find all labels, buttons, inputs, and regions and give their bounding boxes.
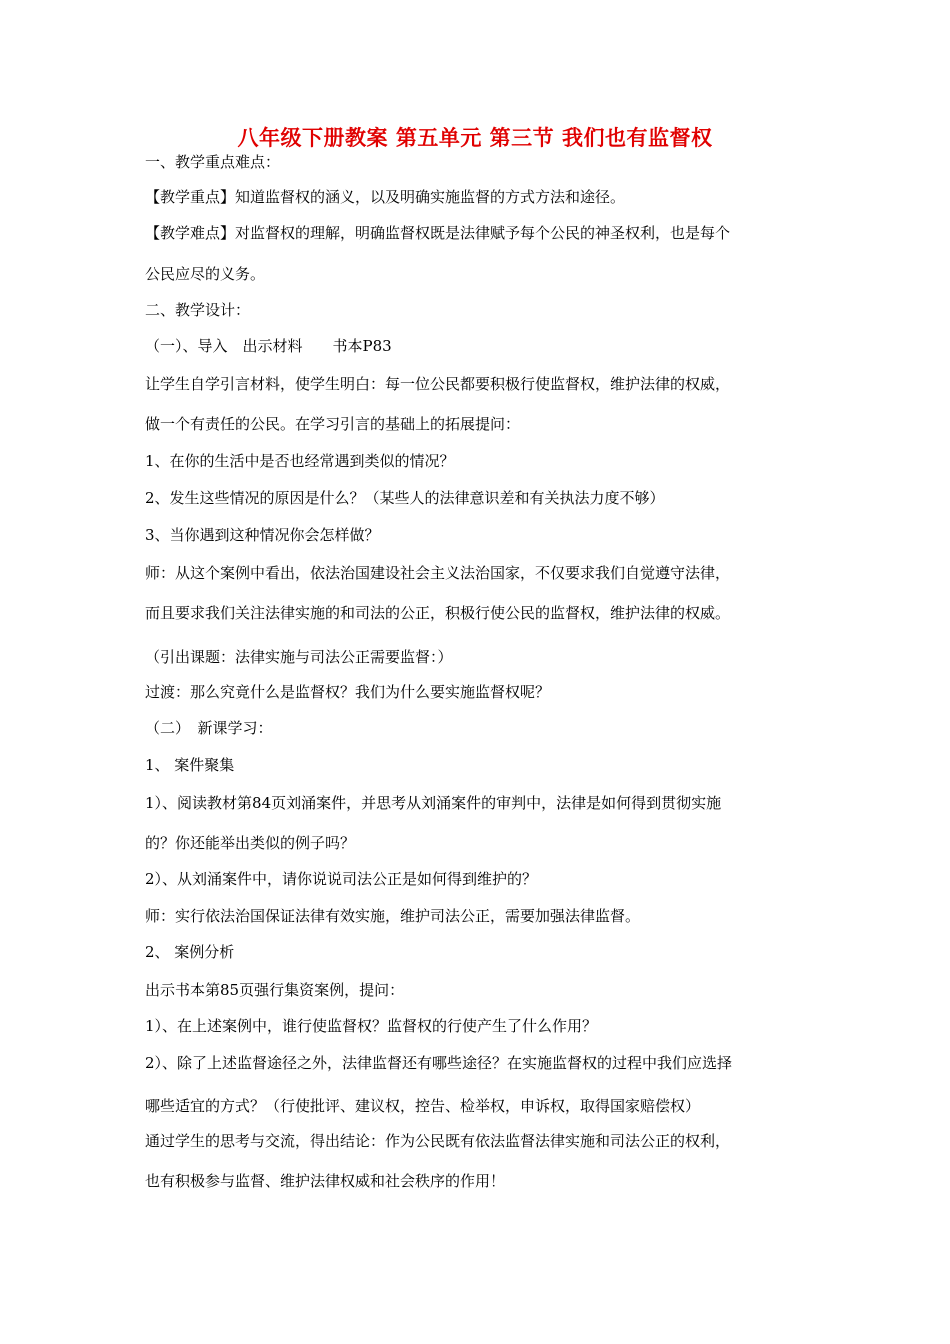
teaching-difficulty-cont: 公民应尽的义务。 [145, 265, 266, 283]
teacher-remark: 师：从这个案例中看出，依法治国建设社会主义法治国家，不仅要求我们自觉遵守法律， [145, 564, 731, 582]
paragraph-line: 让学生自学引言材料，使学生明白：每一位公民都要积极行使监督权，维护法律的权威， [145, 375, 731, 393]
question-3: 3、当你遇到这种情况你会怎样做？ [145, 526, 380, 544]
item-case-analysis: 2、 案例分析 [145, 943, 235, 961]
case-question-1: 1）、阅读教材第84页刘涌案件，并思考从刘涌案件的审判中，法律是如何得到贯彻实施 [145, 794, 722, 812]
case-question-1-cont: 的？你还能举出类似的例子吗？ [145, 834, 356, 852]
paragraph-line: 做一个有责任的公民。在学习引言的基础上的拓展提问： [145, 415, 521, 433]
analysis-question-1: 1）、在上述案例中，谁行使监督权？监督权的行使产生了什么作用？ [145, 1017, 598, 1035]
analysis-question-2: 2）、除了上述监督途径之外，法律监督还有哪些途径？在实施监督权的过程中我们应选择 [145, 1054, 733, 1072]
conclusion-cont: 也有积极参与监督、维护法律权威和社会秩序的作用！ [145, 1172, 506, 1190]
section-heading-2: 二、教学设计： [145, 301, 251, 319]
teacher-remark-cont: 而且要求我们关注法律实施的和司法的公正，积极行使公民的监督权，维护法律的权威。 [145, 604, 731, 622]
case-question-2: 2）、从刘涌案件中，请你说说司法公正是如何得到维护的？ [145, 870, 538, 888]
subsection-new-lesson: （二） 新课学习： [145, 719, 273, 737]
analysis-question-2-cont: 哪些适宜的方式？（行使批评、建议权，控告、检举权，申诉权，取得国家赔偿权） [145, 1097, 701, 1115]
teaching-focus: 【教学重点】知道监督权的涵义，以及明确实施监督的方式方法和途径。 [145, 188, 626, 206]
question-1: 1、在你的生活中是否也经常遇到类似的情况？ [145, 452, 455, 470]
section-heading-1: 一、教学重点难点： [145, 153, 281, 171]
paragraph-line: 出示书本第85页强行集资案例，提问： [145, 981, 405, 999]
document-title: 八年级下册教案 第五单元 第三节 我们也有监督权 [237, 125, 713, 150]
teaching-difficulty: 【教学难点】对监督权的理解，明确监督权既是法律赋予每个公民的神圣权利，也是每个 [145, 224, 731, 242]
topic-note: （引出课题：法律实施与司法公正需要监督：） [145, 648, 453, 666]
teacher-remark-2: 师：实行依法治国保证法律有效实施，维护司法公正，需要加强法律监督。 [145, 907, 641, 925]
question-2: 2、发生这些情况的原因是什么？（某些人的法律意识差和有关执法力度不够） [145, 489, 665, 507]
subsection-intro: （一）、导入 出示材料 书本P83 [145, 337, 392, 355]
item-case-gather: 1、 案件聚集 [145, 756, 235, 774]
transition: 过渡：那么究竟什么是监督权？我们为什么要实施监督权呢？ [145, 683, 551, 701]
conclusion: 通过学生的思考与交流，得出结论：作为公民既有依法监督法律实施和司法公正的权利， [145, 1132, 731, 1150]
